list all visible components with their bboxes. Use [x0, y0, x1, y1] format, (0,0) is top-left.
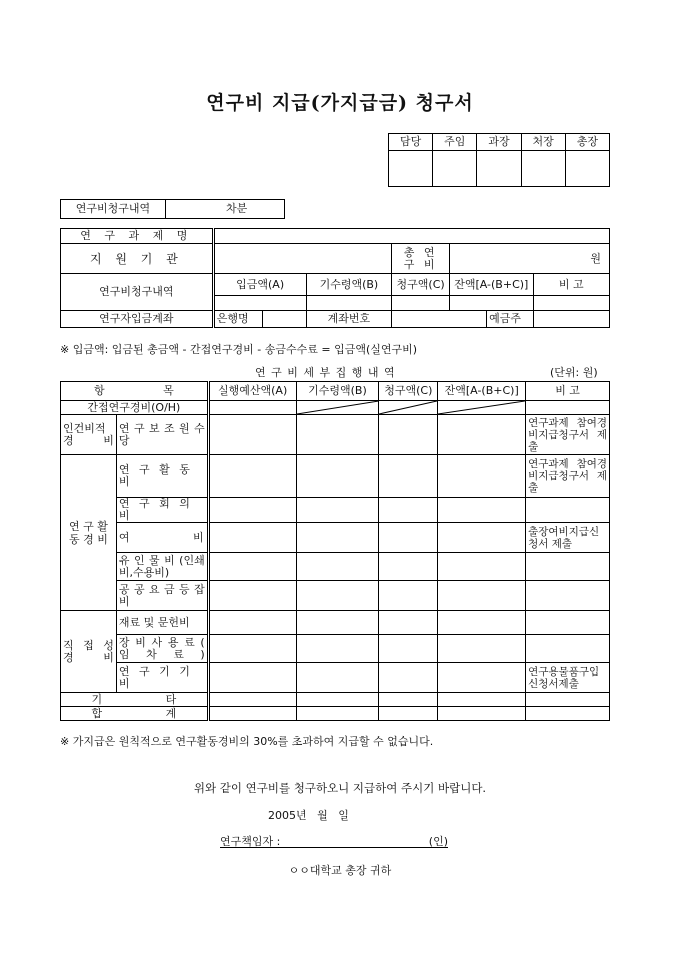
personnel-request[interactable]: [379, 415, 438, 455]
utilities-request[interactable]: [379, 581, 438, 611]
materials-label: 재료 및 문헌비: [116, 611, 208, 635]
equipment-received[interactable]: [296, 663, 379, 693]
equipment-balance[interactable]: [438, 663, 526, 693]
claim-request-field[interactable]: [392, 296, 450, 311]
claim-col-header: 입금액(A): [213, 274, 306, 296]
signer-label: 연구책임자 :: [220, 835, 281, 848]
printing-received[interactable]: [296, 553, 379, 581]
approval-header: 담당: [389, 134, 433, 151]
materials-received[interactable]: [296, 611, 379, 635]
info-table: [60, 228, 610, 328]
detail-header: 비 고: [526, 382, 610, 401]
approval-sign-cell[interactable]: [433, 151, 477, 187]
document-title: 연구비 지급(가지급금) 청구서: [206, 92, 474, 114]
travel-budget[interactable]: [208, 523, 296, 553]
utilities-label: 공 공 요 금 등 잡 비: [116, 581, 208, 611]
detail-header: 잔액[A-(B+C)]: [438, 382, 526, 401]
claim-balance-field[interactable]: [450, 296, 534, 311]
claim-col-header: 비 고: [533, 274, 609, 296]
closing-statement: 위와 같이 연구비를 청구하오니 지급하여 주시기 바랍니다.: [193, 781, 487, 795]
detail-unit: (단위: 원): [550, 366, 598, 379]
utilities-received[interactable]: [296, 581, 379, 611]
printing-budget[interactable]: [208, 553, 296, 581]
equipment-use-budget[interactable]: [208, 635, 296, 663]
equipment-request[interactable]: [379, 663, 438, 693]
activity-note: 연구과제 참여경비지급청구서 제출: [526, 455, 610, 498]
activity-budget[interactable]: [208, 455, 296, 498]
activity-balance[interactable]: [438, 455, 526, 498]
other-balance[interactable]: [438, 693, 526, 707]
total-funding-field[interactable]: [450, 244, 610, 274]
meeting-budget[interactable]: [208, 498, 296, 523]
claim-col-header: 기수령액(B): [306, 274, 392, 296]
utilities-remarks[interactable]: [526, 581, 610, 611]
travel-label: 여 비: [116, 523, 208, 553]
personnel-group-label: 인건비적 경 비: [61, 415, 117, 455]
other-request[interactable]: [379, 693, 438, 707]
printing-label: 유 인 물 비 (인쇄비,수용비): [116, 553, 208, 581]
total-received[interactable]: [296, 707, 379, 721]
holder-label: 예금주: [487, 311, 533, 328]
claim-received-field[interactable]: [306, 296, 392, 311]
won-unit: 원: [590, 251, 601, 265]
request-round-label: 연구비청구내역: [61, 200, 166, 219]
claim-remarks-field[interactable]: [533, 296, 609, 311]
direct-group-label: 직 접 성 경 비: [61, 611, 117, 693]
personnel-item-label: 연 구 보 조 원 수 당: [116, 415, 208, 455]
utilities-balance[interactable]: [438, 581, 526, 611]
meeting-balance[interactable]: [438, 498, 526, 523]
printing-balance[interactable]: [438, 553, 526, 581]
request-round-value[interactable]: 차분: [166, 200, 285, 219]
holder-field[interactable]: [533, 311, 609, 328]
closing-date[interactable]: 2005년 월 일: [268, 809, 349, 822]
meeting-remarks[interactable]: [526, 498, 610, 523]
claim-col-header: 청구액(C): [392, 274, 450, 296]
travel-received[interactable]: [296, 523, 379, 553]
indirect-label: 간접연구경비(O/H): [61, 401, 209, 415]
seal-mark: (인): [428, 835, 448, 848]
equipment-use-balance[interactable]: [438, 635, 526, 663]
equipment-budget[interactable]: [208, 663, 296, 693]
utilities-budget[interactable]: [208, 581, 296, 611]
deposit-note: ※ 입금액: 입금된 총금액 - 간접연구경비 - 송금수수료 = 입금액(실연구비): [60, 343, 418, 356]
bank-label: 은행명: [213, 311, 263, 328]
travel-note: 출장여비지급신청서 제출: [526, 523, 610, 553]
total-label: 합 계: [61, 707, 209, 721]
approval-header: 과장: [477, 134, 521, 151]
detail-header: 실행예산액(A): [208, 382, 296, 401]
recipient-line: ㅇㅇ대학교 총장 귀하: [288, 864, 392, 877]
claim-label: 연구비청구내역: [61, 274, 214, 311]
equipment-label: 연 구 기 기 비: [116, 663, 208, 693]
meeting-label: 연 구 회 의 비: [116, 498, 208, 523]
approval-sign-cell[interactable]: [521, 151, 565, 187]
equipment-use-remarks[interactable]: [526, 635, 610, 663]
total-funding-label: 총 연 구 비: [392, 244, 450, 274]
equipment-note: 연구용물품구입신청서제출: [526, 663, 610, 693]
approval-table: [388, 133, 610, 187]
printing-remarks[interactable]: [526, 553, 610, 581]
other-label: 기 타: [61, 693, 209, 707]
other-remarks[interactable]: [526, 693, 610, 707]
equipment-use-received[interactable]: [296, 635, 379, 663]
claim-col-header: 잔액[A-(B+C)]: [450, 274, 534, 296]
personnel-budget[interactable]: [208, 415, 296, 455]
claim-deposit-field[interactable]: [213, 296, 306, 311]
funding-agency-field[interactable]: [213, 244, 392, 274]
personnel-note: 연구과제 참여경비지급청구서 제출: [526, 415, 610, 455]
approval-sign-cell[interactable]: [565, 151, 609, 187]
equipment-use-label: 장 비 사 용 료 ( 임 차 료 ): [116, 635, 208, 663]
project-name-field[interactable]: [213, 229, 609, 244]
total-request[interactable]: [379, 707, 438, 721]
research-group-label: 연 구 활 동 경 비: [61, 455, 117, 611]
activity-request[interactable]: [379, 455, 438, 498]
detail-caption: 연 구 비 세 부 집 행 내 역: [255, 366, 396, 379]
project-name-label: 연 구 과 제 명: [61, 229, 214, 244]
detail-header: 청구액(C): [379, 382, 438, 401]
other-received[interactable]: [296, 693, 379, 707]
account-no-label: 계좌번호: [306, 311, 392, 328]
materials-balance[interactable]: [438, 611, 526, 635]
personnel-received[interactable]: [296, 415, 379, 455]
other-budget[interactable]: [208, 693, 296, 707]
detail-header: 기수령액(B): [296, 382, 379, 401]
signature-line[interactable]: [220, 833, 448, 848]
travel-request[interactable]: [379, 523, 438, 553]
activity-received[interactable]: [296, 455, 379, 498]
printing-request[interactable]: [379, 553, 438, 581]
indirect-request-diagonal: [379, 401, 438, 415]
total-budget[interactable]: [208, 707, 296, 721]
approval-header: 주임: [433, 134, 477, 151]
account-label: 연구자입금계좌: [61, 311, 214, 328]
approval-header: 처장: [521, 134, 565, 151]
account-no-field[interactable]: [392, 311, 487, 328]
indirect-balance-diagonal: [438, 401, 526, 415]
detail-table: [60, 381, 610, 721]
personnel-balance[interactable]: [438, 415, 526, 455]
materials-budget[interactable]: [208, 611, 296, 635]
detail-header-item: 항 목: [61, 382, 209, 401]
indirect-budget[interactable]: [208, 401, 296, 415]
approval-sign-cell[interactable]: [389, 151, 433, 187]
materials-request[interactable]: [379, 611, 438, 635]
meeting-request[interactable]: [379, 498, 438, 523]
activity-label: 연 구 활 동 비: [116, 455, 208, 498]
indirect-remarks[interactable]: [526, 401, 610, 415]
travel-balance[interactable]: [438, 523, 526, 553]
bank-field[interactable]: [263, 311, 306, 328]
request-round-table: [60, 199, 285, 219]
meeting-received[interactable]: [296, 498, 379, 523]
advance-limit-note: ※ 가지급은 원칙적으로 연구활동경비의 30%를 초과하여 지급할 수 없습니다.: [60, 735, 434, 748]
approval-sign-cell[interactable]: [477, 151, 521, 187]
equipment-use-request[interactable]: [379, 635, 438, 663]
total-balance[interactable]: [438, 707, 526, 721]
funding-agency-label: 지 원 기 관: [61, 244, 214, 274]
approval-header: 총장: [565, 134, 609, 151]
materials-remarks[interactable]: [526, 611, 610, 635]
total-remarks[interactable]: [526, 707, 610, 721]
indirect-received-diagonal: [296, 401, 379, 415]
